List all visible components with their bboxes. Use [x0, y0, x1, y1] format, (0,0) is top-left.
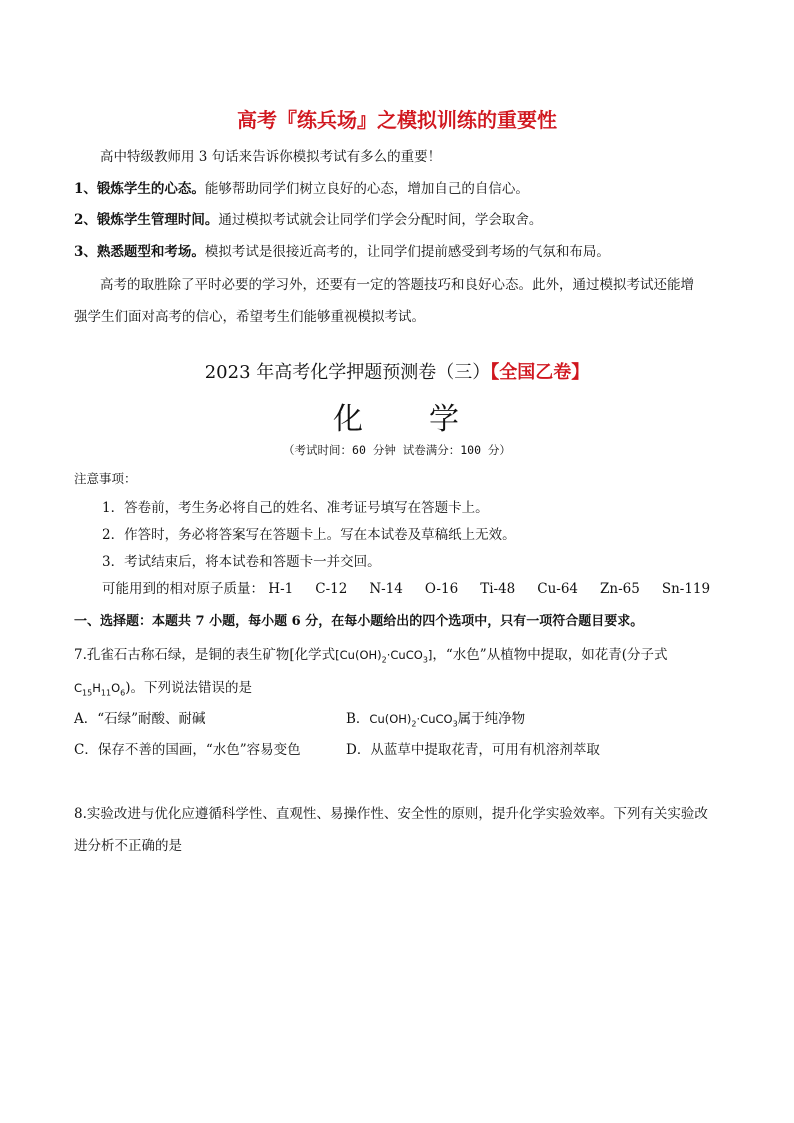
- section-1-heading: 一、选择题：本题共 7 小题，每小题 6 分，在每小题给出的四个选项中，只有一项符合题目要求。: [74, 614, 644, 629]
- q7-option-b-sub3: 3: [452, 719, 458, 729]
- q7-option-b-suffix: 属于纯净物: [457, 711, 526, 727]
- q7-option-b-prefix: B．: [346, 711, 370, 727]
- atom-c: C-12: [315, 581, 348, 597]
- promo-point-1: [74, 177, 529, 197]
- promo-point-2-body: 通过模拟考试就会让同学们学会分配时间，学会取舍。: [218, 212, 543, 228]
- atomic-masses: [102, 577, 732, 597]
- anth-o-sub: 6: [120, 688, 126, 698]
- atomic-masses-list: [268, 581, 732, 597]
- q7-option-b: [346, 707, 525, 728]
- q8-stem-line1: 8.实验改进与优化应遵循科学性、直观性、易操作性、安全性的原则，提升化学实验效率。下列有关实验改: [74, 806, 708, 822]
- q7-option-b-sub2: 2: [411, 719, 417, 729]
- promo-point-2-head: 2、锻炼学生管理时间。: [74, 212, 219, 228]
- q7-option-a: A．“石绿”耐酸、耐碱: [74, 711, 206, 727]
- exam-title: [0, 358, 794, 384]
- q8-stem-line2: 进分析不正确的是: [74, 838, 182, 854]
- anth-h: H: [92, 681, 101, 695]
- exam-info: （考试时间：60 分钟 试卷满分：100 分）: [283, 443, 511, 457]
- atomic-masses-label: 可能用到的相对原子质量：: [102, 581, 264, 597]
- q7-formula-sub3: 3: [422, 655, 428, 665]
- note-2: 2．作答时，务必将答案写在答题卡上。写在本试卷及草稿纸上无效。: [102, 527, 516, 543]
- promo-point-1-body: 能够帮助同学们树立良好的心态，增加自己的自信心。: [204, 181, 529, 197]
- promo-intro: 高中特级教师用 3 句话来告诉你模拟考试有多么的重要！: [100, 149, 442, 165]
- promo-closing-line1: 高考的取胜除了平时必要的学习外，还要有一定的答题技巧和良好心态。此外，通过模拟考试还能增: [100, 277, 694, 293]
- q7-formula-carbonate: ·CuCO: [386, 648, 423, 662]
- promo-title: 高考『练兵场』之模拟训练的重要性: [237, 108, 557, 132]
- q7-formula-cu: Cu(OH): [339, 648, 382, 662]
- atom-sn: Sn-119: [661, 581, 711, 597]
- q7-option-b-formula: [369, 712, 458, 729]
- q7-option-b-cu: Cu(OH): [369, 712, 412, 726]
- atom-ti: Ti-48: [480, 581, 516, 597]
- atom-zn: Zn-65: [600, 581, 640, 597]
- q7-formula-sub2: 2: [381, 655, 387, 665]
- q7-stem-line1: [74, 643, 667, 664]
- promo-point-3-body: 模拟考试是很接近高考的，让同学们提前感受到考场的气氛和布局。: [204, 244, 610, 260]
- q7-stem-c: )。下列说法错误的是: [125, 680, 252, 696]
- subject-char-2: 学: [429, 402, 461, 437]
- atom-o: O-16: [424, 581, 459, 597]
- anth-c-sub: 15: [82, 688, 93, 698]
- anth-h-sub: 11: [100, 688, 112, 698]
- promo-closing-line2: 强学生们面对高考的信心，希望考生们能够重视模拟考试。: [74, 309, 425, 325]
- promo-point-3: [74, 240, 610, 260]
- q7-stem-line2: [74, 676, 252, 697]
- q7-anthocyanin-formula: [74, 681, 126, 698]
- q7-option-b-carbonate: ·CuCO: [416, 712, 453, 726]
- exam-title-tag: 【全国乙卷】: [490, 362, 590, 383]
- atom-cu: Cu-64: [537, 581, 579, 597]
- anth-c: C: [74, 681, 83, 695]
- q7-option-d: D．从蓝草中提取花青，可用有机溶剂萃取: [346, 742, 600, 758]
- atom-h: H-1: [268, 581, 294, 597]
- exam-title-text: 2023 年高考化学押题预测卷（三）: [204, 362, 491, 383]
- q7-formula: $[Cu(OH)_2\cdot CuCO_3]$: [335, 648, 433, 665]
- promo-point-3-head: 3、熟悉题型和考场。: [74, 244, 205, 260]
- q7-stem-b: ，“水色”从植物中提取，如花青(分子式: [432, 647, 668, 663]
- promo-point-1-head: 1、锻炼学生的心态。: [74, 181, 205, 197]
- note-3: 3．考试结束后，将本试卷和答题卡一并交回。: [102, 554, 381, 570]
- note-1: 1．答卷前，考生务必将自己的姓名、准考证号填写在答题卡上。: [102, 500, 489, 516]
- notes-heading: 注意事项：: [74, 471, 137, 486]
- subject-char-1: 化: [333, 402, 365, 437]
- promo-point-2: [74, 208, 542, 228]
- q7-option-c: C．保存不善的国画，“水色”容易变色: [74, 742, 301, 758]
- q7-stem-a: 7.孔雀石古称石绿，是铜的表生矿物[化学式: [74, 647, 336, 663]
- subject-heading: [0, 394, 794, 438]
- atom-n: N-14: [369, 581, 403, 597]
- anth-o: O: [111, 681, 121, 695]
